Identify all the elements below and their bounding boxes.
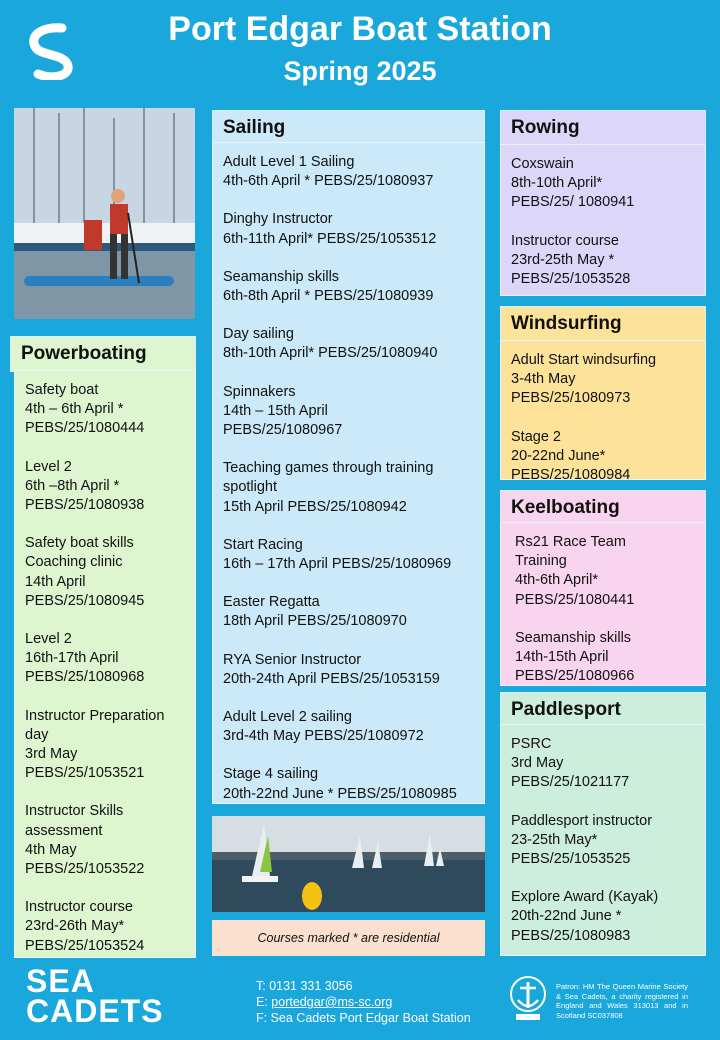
list-item: Paddlesport instructor 23-25th May* PEBS/25/1053525	[511, 812, 653, 868]
brand-line-1: SEA	[26, 963, 95, 999]
windsurfing-heading: Windsurfing	[500, 306, 706, 342]
list-item: Stage 4 sailing 20th-22nd June * PEBS/25/1080985	[223, 766, 457, 802]
list-item: Adult Level 2 sailing 3rd-4th May PEBS/25/1080972	[223, 709, 424, 745]
brand-line-2: CADETS	[26, 993, 164, 1029]
windsurfing-list	[500, 340, 706, 484]
list-item: Seamanship skills 6th-8th April * PEBS/25/1080939	[223, 268, 434, 305]
paddleboard-photo	[14, 108, 195, 319]
paddlesport-heading: Paddlesport	[500, 692, 706, 728]
sailing-heading: Sailing	[212, 110, 485, 146]
powerboating-list	[14, 370, 196, 958]
keelboating-heading: Keelboating	[500, 490, 706, 526]
list-item: Rs21 Race Team Training 4th-6th April* PEBS/25/1080441	[515, 534, 635, 608]
page-title: Port Edgar Boat Station	[168, 10, 552, 48]
list-item: PSRC 3rd May PEBS/25/1021177	[511, 736, 630, 791]
list-item: Day sailing 8th-10th April* PEBS/25/1080940	[223, 326, 438, 362]
list-item: Level 2 16th-17th April PEBS/25/1080968	[25, 631, 145, 686]
list-item: Seamanship skills 14th-15th April PEBS/25/1080966	[515, 629, 635, 685]
list-item: Start Racing 16th – 17th April PEBS/25/1080969	[223, 536, 452, 573]
list-item: Teaching games through training spotlight 15th April PEBS/25/1080942	[223, 460, 434, 515]
header	[0, 8, 720, 88]
list-item: Instructor course 23rd-25th May * PEBS/25/1053528	[511, 232, 631, 288]
list-item: Explore Award (Kayak) 20th-22nd June * PEBS/25/1080983	[511, 889, 659, 944]
sailing-list	[212, 142, 485, 804]
rowing-heading: Rowing	[500, 110, 706, 146]
list-item: Dinghy Instructor 6th-11th April* PEBS/25/1053512	[223, 211, 437, 247]
rowing-list	[500, 144, 706, 296]
phone-text: T: 0131 331 3056	[256, 979, 353, 993]
list-item: Adult Level 1 Sailing 4th-6th April * PEBS/25/1080937	[223, 154, 434, 190]
list-item: Coxswain 8th-10th April* PEBS/25/ 1080941	[511, 156, 635, 211]
paddlesport-list	[500, 724, 706, 956]
crest-icon	[508, 972, 548, 1024]
list-item: Stage 2 20-22nd June* PEBS/25/1080984	[511, 428, 631, 484]
list-item: Adult Start windsurfing 3-4th May PEBS/25/1080973	[511, 352, 657, 407]
dinghy-racing-photo	[212, 816, 485, 912]
contact-details	[256, 978, 471, 1026]
email-prefix: E:	[256, 995, 272, 1009]
list-item: Safety boat skills Coaching clinic 14th April PEBS/25/1080945	[25, 535, 145, 609]
list-item: Spinnakers 14th – 15th April PEBS/25/1080967	[223, 383, 343, 439]
residential-note: Courses marked * are residential	[212, 920, 485, 956]
list-item: Instructor course 23rd-26th May* PEBS/25/1053524	[25, 899, 145, 954]
list-item: Level 2 6th –8th April * PEBS/25/1080938	[25, 458, 145, 514]
facebook-text: F: Sea Cadets Port Edgar Boat Station	[256, 1011, 471, 1025]
page-subtitle: Spring 2025	[283, 56, 437, 86]
list-item: Instructor Skills assessment 4th May PEBS/25/1053522	[25, 803, 145, 878]
list-item: RYA Senior Instructor 20th-24th April PEBS/25/1053159	[223, 651, 440, 687]
sea-cadets-wordmark	[26, 963, 164, 1029]
patron-text: Patron: HM The Queen Marine Society & Sea Cadets, a charity registered in England and Wales 313013 and in Scotland SC037808	[556, 982, 688, 1020]
powerboating-heading: Powerboating	[10, 336, 196, 372]
list-item: Instructor Preparation day 3rd May PEBS/25/1053521	[25, 707, 165, 782]
email-link[interactable]: portedgar@ms-sc.org	[271, 995, 393, 1009]
keelboating-list	[500, 522, 706, 686]
list-item: Easter Regatta 18th April PEBS/25/1080970	[223, 594, 407, 630]
list-item: Safety boat 4th – 6th April * PEBS/25/1080444	[25, 382, 145, 437]
email-line	[256, 994, 471, 1010]
